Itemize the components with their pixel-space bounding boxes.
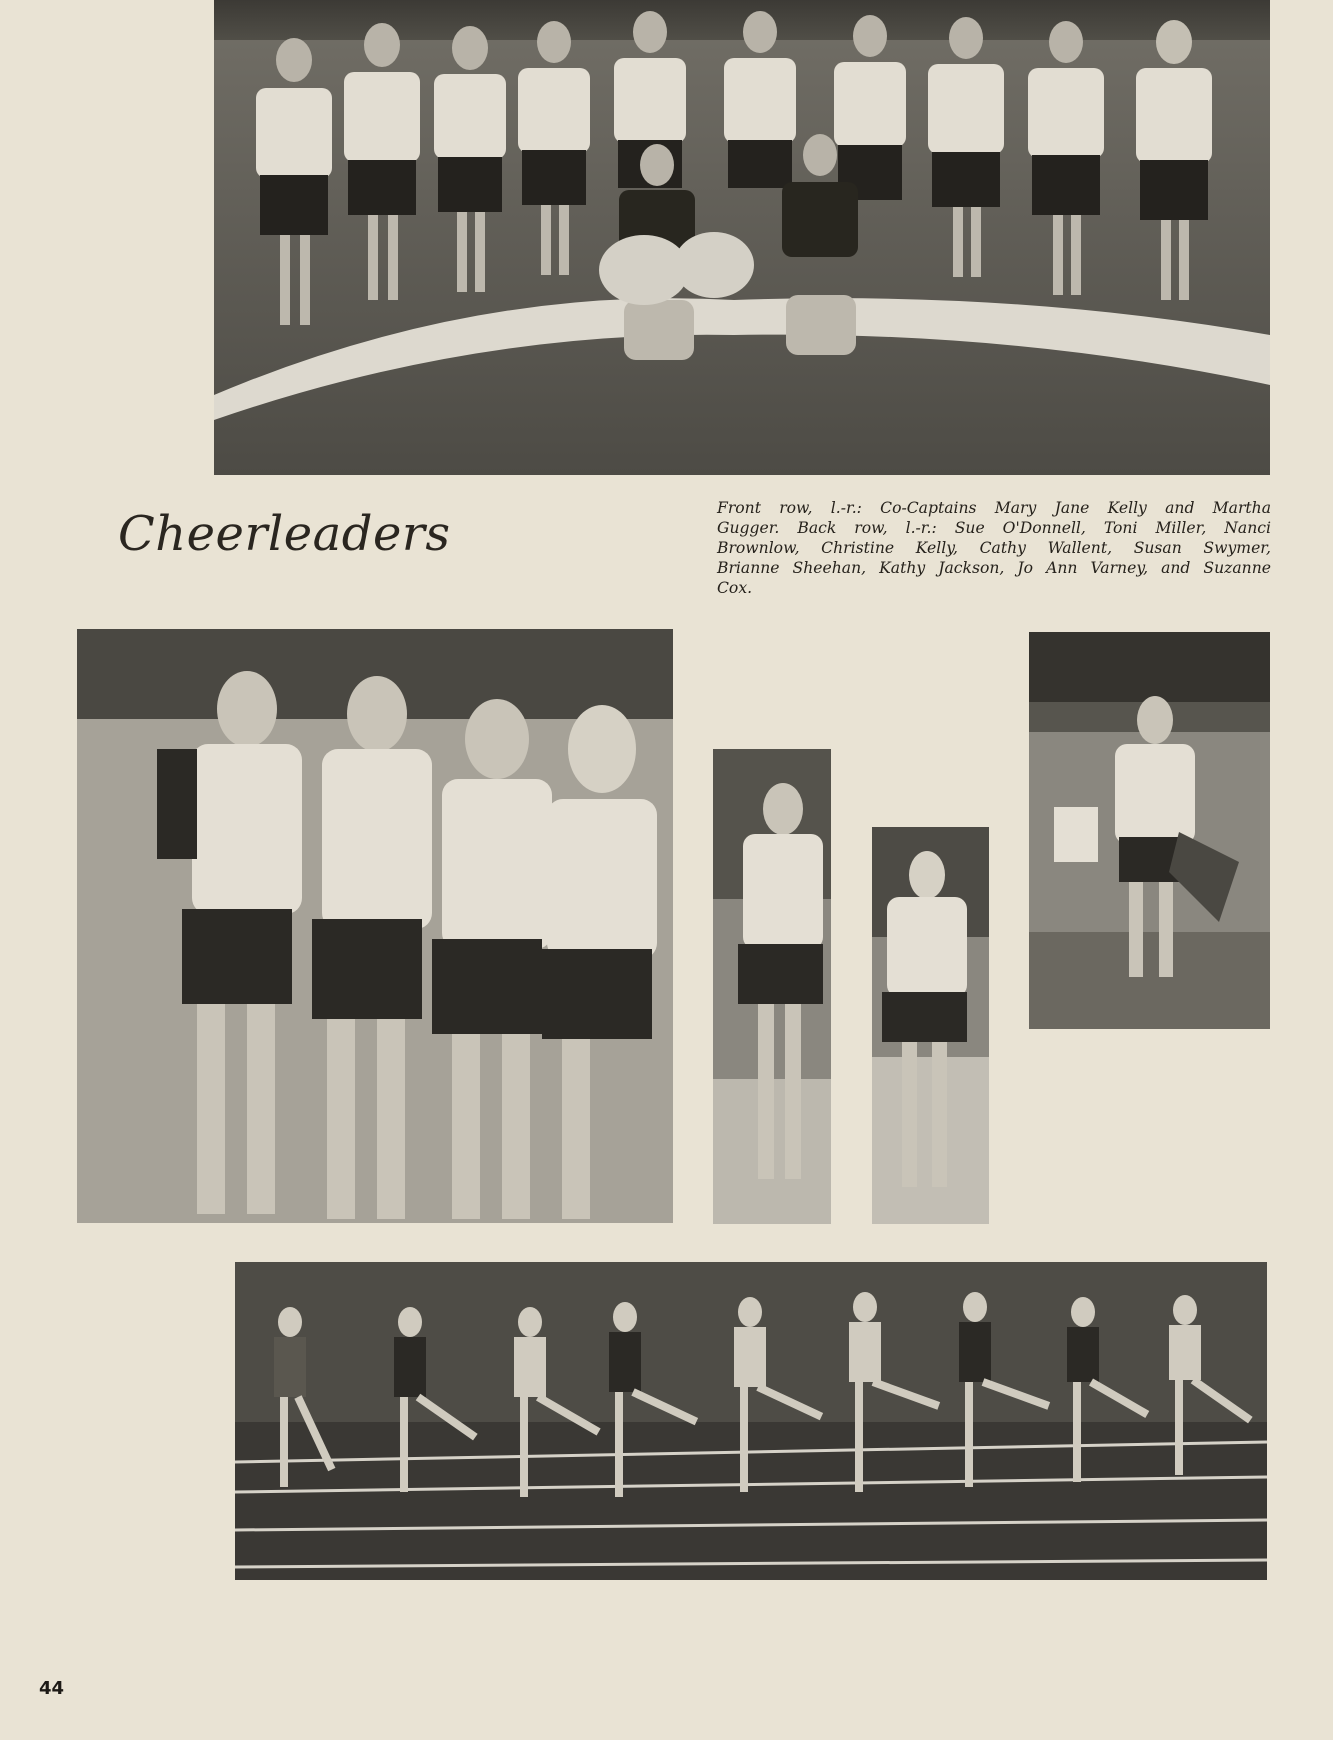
photo-cheerleader-track-1 bbox=[713, 749, 831, 1224]
photo-cheerleader-track-2 bbox=[872, 827, 989, 1224]
caption-line: Front row, l.-r.: Co-Captains Mary Jane Kelly and Martha bbox=[717, 499, 1271, 517]
photo-kickline-practice bbox=[235, 1262, 1267, 1580]
page-title: Cheerleaders bbox=[118, 506, 451, 562]
photo-cheering-sideline bbox=[77, 629, 673, 1223]
caption-line: Cox. bbox=[717, 579, 753, 597]
caption-line: Brownlow, Christine Kelly, Cathy Wallent, Susan Swymer, bbox=[717, 539, 1271, 557]
page-number: 44 bbox=[39, 1678, 65, 1699]
caption-line: Brianne Sheehan, Kathy Jackson, Jo Ann Varney, and Suzanne bbox=[717, 559, 1271, 577]
photo-caption bbox=[717, 498, 1271, 598]
photo-cheerleader-megaphone bbox=[1029, 632, 1270, 1029]
photo-team-group bbox=[214, 0, 1270, 475]
caption-line: Gugger. Back row, l.-r.: Sue O'Donnell, Toni Miller, Nanci bbox=[717, 519, 1271, 537]
